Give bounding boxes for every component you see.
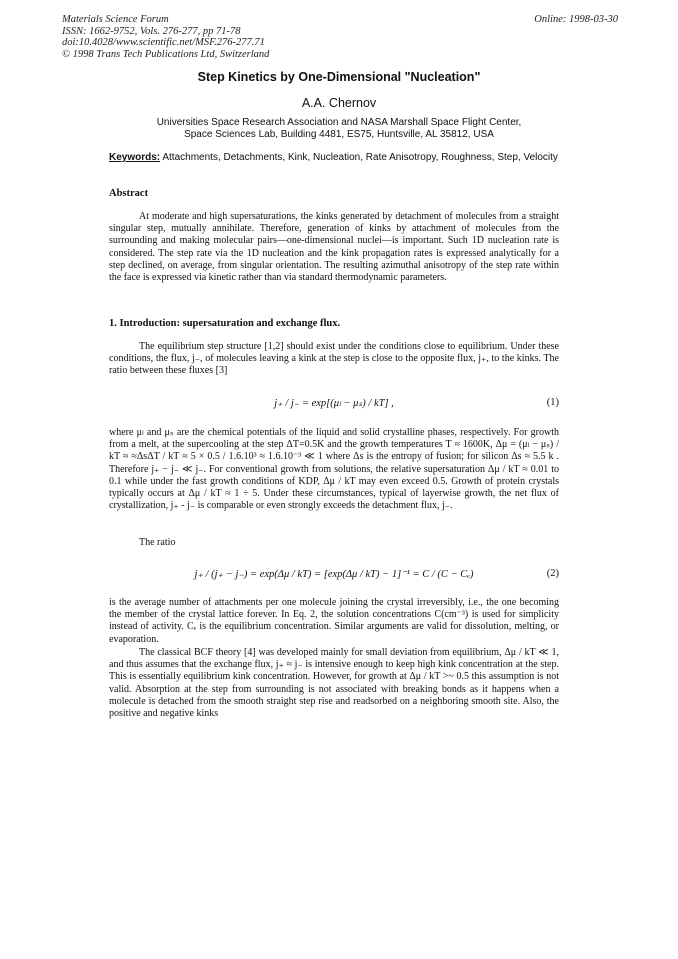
paragraph-3: The ratio — [139, 537, 176, 548]
affiliation-line-2: Space Sciences Lab, Building 4481, ES75, Huntsville, AL 35812, USA — [184, 129, 494, 140]
journal-name: Materials Science Forum — [62, 14, 169, 25]
copyright: © 1998 Trans Tech Publications Ltd, Switzerland — [62, 48, 270, 60]
issn: ISSN: 1662-9752, Vols. 276-277, pp 71-78 — [62, 25, 241, 37]
abstract-heading: Abstract — [109, 188, 149, 199]
keywords-list: Attachments, Detachments, Kink, Nucleation, Rate Anisotropy, Roughness, Step, Velocity — [162, 152, 558, 163]
equation-1-formula: j₊ / j₋ = exp[(μₗ − μₛ) / kT] , — [274, 398, 394, 409]
paragraph-1: The equilibrium step structure [1,2] should exist under the conditions close to equilibrium. Under these conditions, the flux, j₋, of molecules leaving a kink at the step is close to the opposite flux, j₊, to the kinks. The ratio between these fluxes [3] — [109, 341, 560, 377]
equation-2-formula: j₊ / (j₊ − j₋) = exp(Δμ / kT) = [exp(Δμ / kT) − 1]⁻¹ = C / (C − Cₑ) — [194, 569, 474, 580]
section-heading: 1. Introduction: supersaturation and exchange flux. — [109, 318, 341, 329]
paragraph-4: is the average number of attachments per one molecule joining the crystal irreversibly, i.e., the one becoming the member of the crystal lattice forever. In Eq. 2, the solution concentrations C(cm⁻³) is used for simplicity instead of activity. Cₑ is the equilibrium concentration. Similar arguments are valid for dissolution, melting, or evaporation. — [109, 597, 559, 645]
author: A.A. Chernov — [301, 96, 377, 110]
affiliation — [0, 117, 678, 141]
paragraph-2: where μₗ and μₛ are the chemical potentials of the liquid and solid crystalline phases, respectively. For growth from a melt, at the supercooling at the step ΔT=0.5K and the growth temperatures T ≈ 1600K, Δμ = (μₗ − μₛ) / kT ≈ ≈ΔsΔT / kT ≈ 5 × 0.5 / 1.6.10³ ≈ 1.6.10⁻³ ≪ 1 where Δs is the entropy of fusion; for silicon Δs ≈ 5.5 k . Therefore j₊ − j₋ ≪ j₋. For conventional growth from solutions, the relative supersaturation Δμ / kT ≈ 0.01 to 0.1 while under the fast growth conditions of KDP, Δμ / kT may even exceed 0.5. Growth of protein crystals typically occurs at Δμ / kT ≈ 1 ÷ 5. Under these circumstances, typical of layerwise growth, the net flux of crystallization, j₊ - j₋ is comparable or even strongly exceeds the detachment flux, j₋. — [109, 427, 559, 512]
affiliation-line-1: Universities Space Research Association and NASA Marshall Space Flight Center, — [156, 117, 522, 128]
keywords — [109, 152, 559, 164]
equation-1-number: (1) — [546, 397, 559, 408]
paper-title: Step Kinetics by One-Dimensional "Nucleation" — [197, 70, 481, 84]
page-header — [62, 14, 618, 60]
doi: doi:10.4028/www.scientific.net/MSF.276-277.71 — [62, 37, 265, 48]
keywords-label: Keywords: — [109, 152, 161, 163]
equation-2-number: (2) — [546, 568, 559, 579]
paragraph-5: The classical BCF theory [4] was developed mainly for small deviation from equilibrium, Δμ / kT ≪ 1, and thus assumes that the exchange flux, j₊ ≈ j₋ is intensive enough to keep high kink concentration at the step. This is essentially equilibrium kink concentration. However, for growth at Δμ / kT >~ 0.5 this assumption is not valid. Absorption at the step from surrounding is not associated with breaking bonds as it happens when a molecule is detached from the smooth straight step rise and readsorbed on a neighboring smooth site. Also, the positive and negative kinks — [109, 647, 559, 720]
abstract-text: At moderate and high supersaturations, the kinks generated by detachment of molecules from a straight singular step, mutually annihilate. Therefore, generation of kinks by attachment of molecules from the surrounding and making molecular pairs—one-dimensional nuclei—is important. Such 1D nucleation rate is considered. The step rate via the 1D nucleation and the kink propagation rates is expressed analytically for a step declined, on average, from singular orientation. The resulting azimuthal anisotropy of the step rate within the face is expressed via kinetic rather than via standard thermodynamic parameters. — [109, 211, 559, 284]
online-date: Online: 1998-03-30 — [534, 14, 618, 25]
